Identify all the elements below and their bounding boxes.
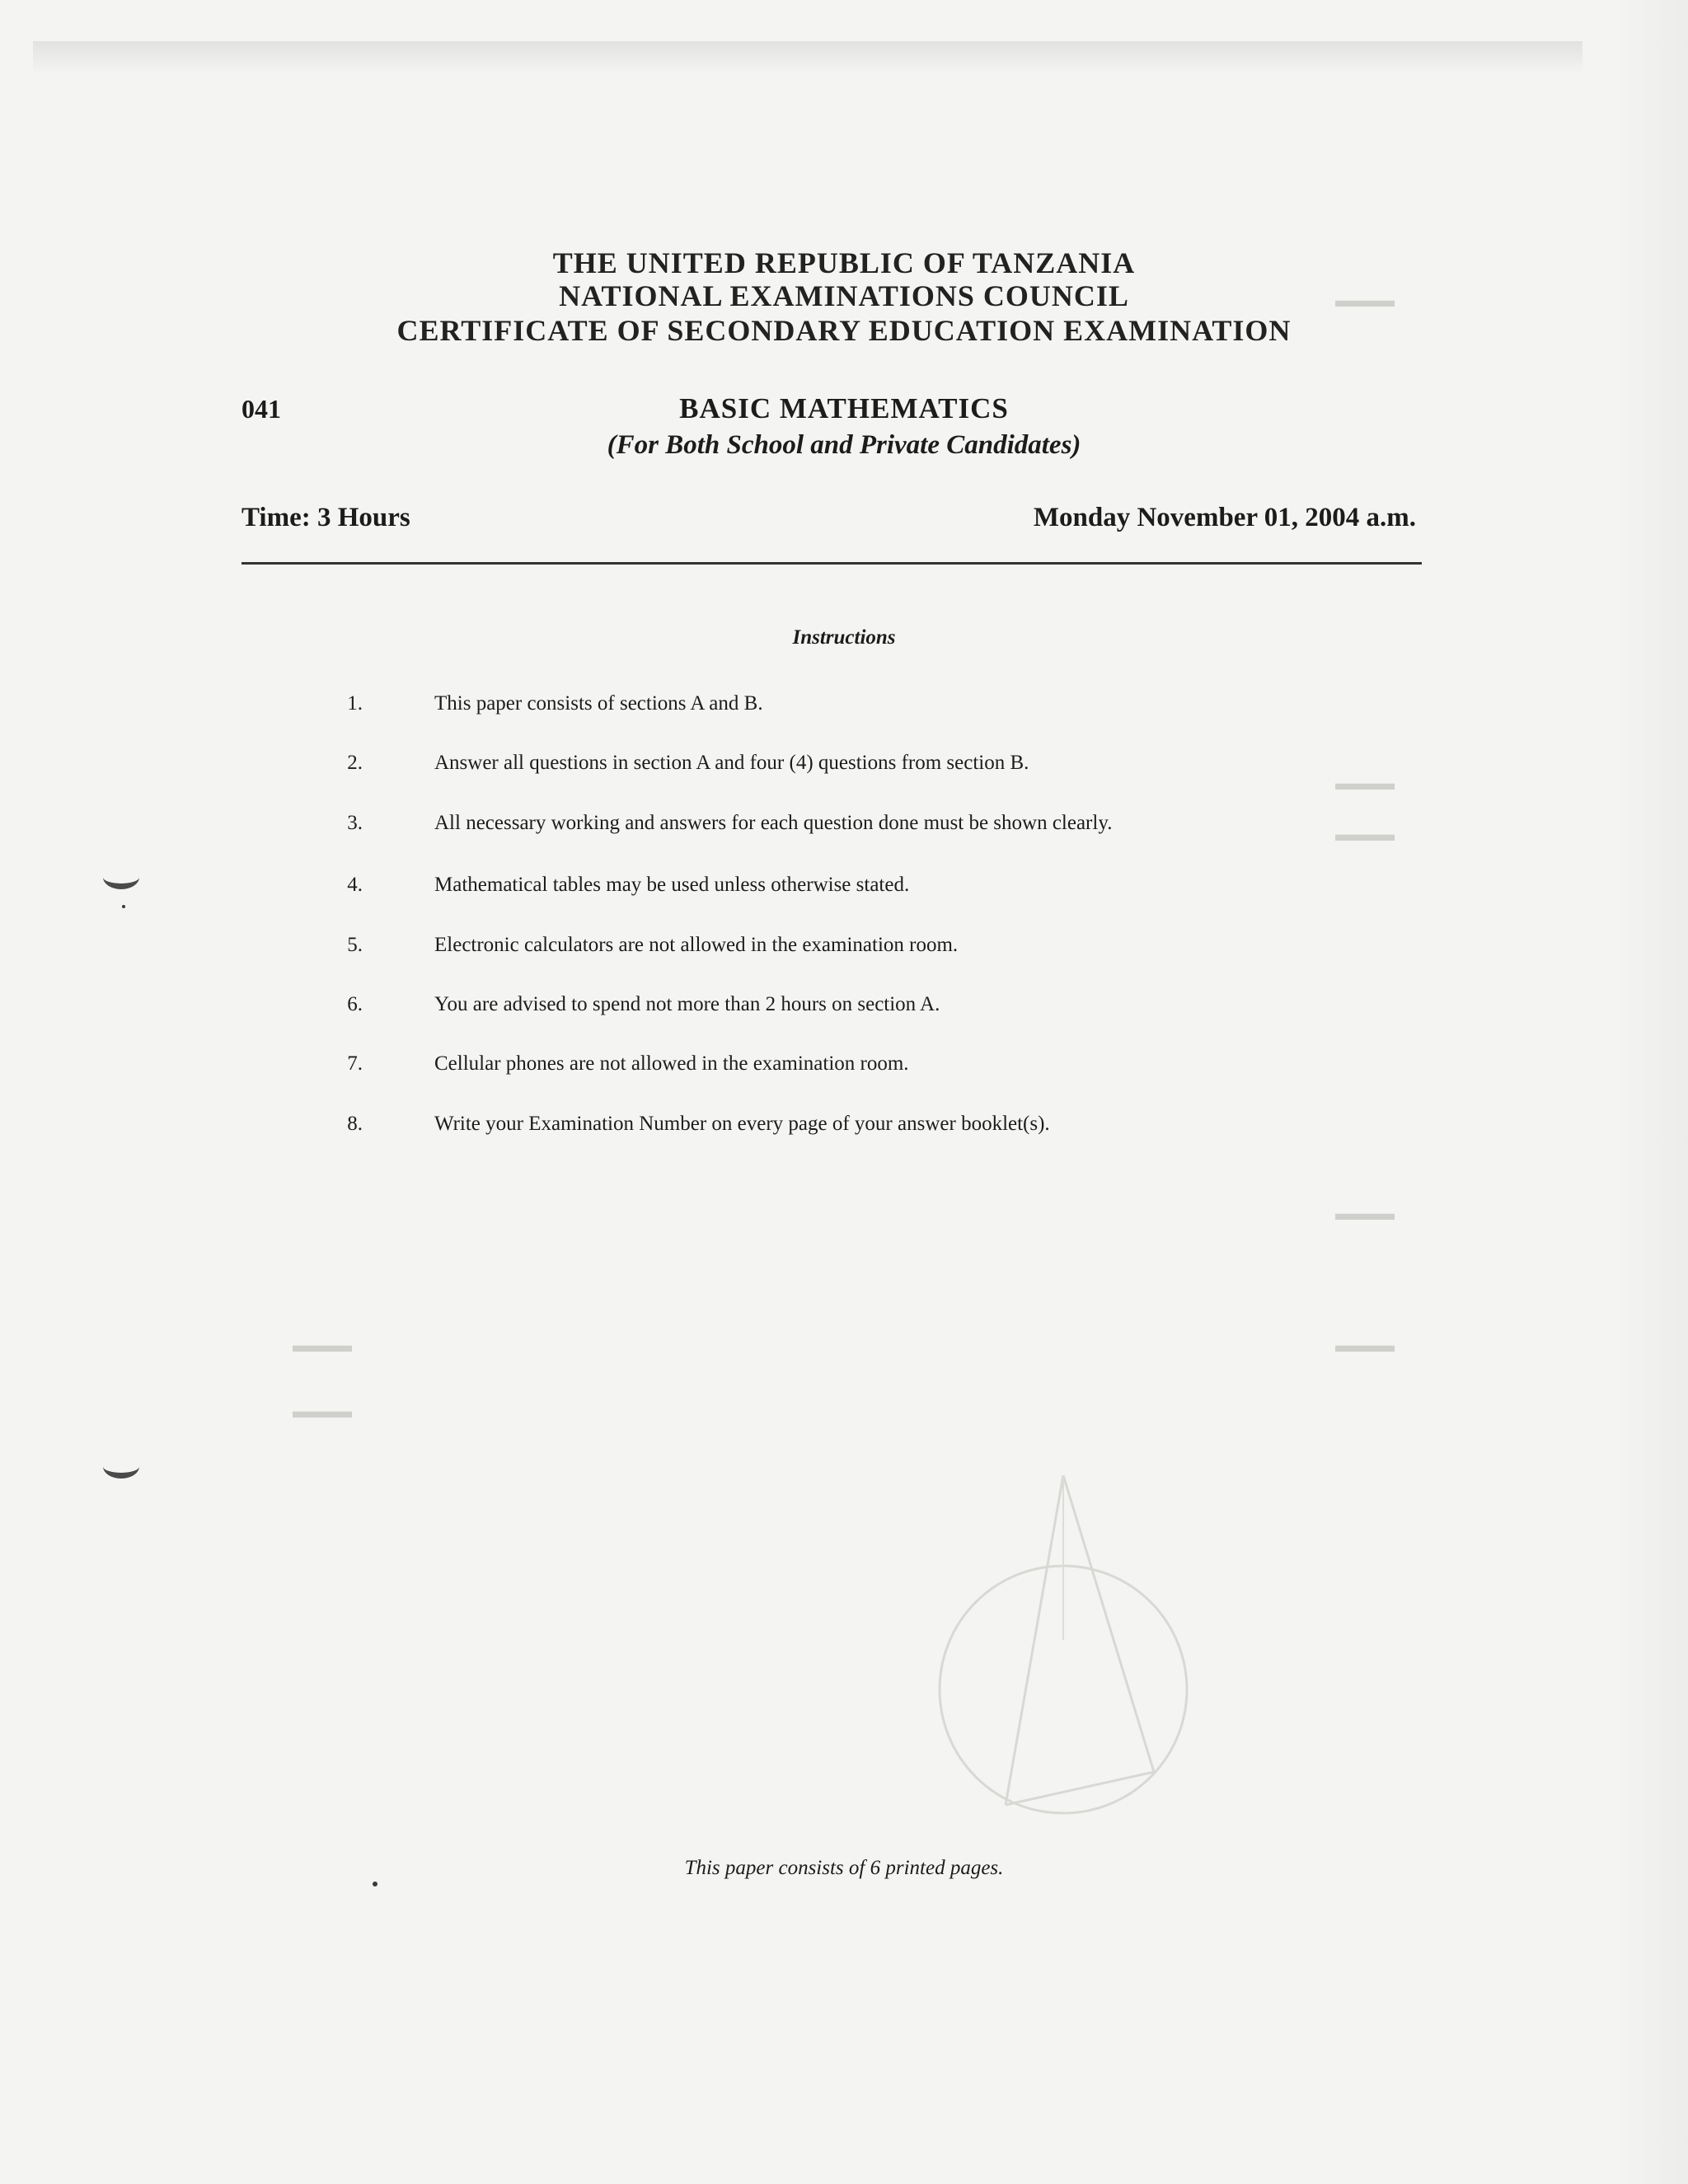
instruction-text: Answer all questions in section A and four (4) questions from section B. bbox=[434, 752, 1029, 774]
show-through-mark: ▬▬▬ bbox=[293, 1335, 352, 1357]
page-count-note: This paper consists of 6 printed pages. bbox=[684, 1857, 1004, 1879]
instruction-number: 2. bbox=[347, 752, 363, 774]
show-through-mark: ▬▬▬ bbox=[293, 1401, 352, 1422]
subject-title: BASIC MATHEMATICS bbox=[679, 392, 1009, 424]
exam-date: Monday November 01, 2004 a.m. bbox=[1033, 503, 1416, 532]
instruction-number: 6. bbox=[347, 993, 363, 1015]
instruction-text: This paper consists of sections A and B. bbox=[434, 692, 763, 715]
instruction-text: Mathematical tables may be used unless otherwise stated. bbox=[434, 874, 910, 896]
instruction-number: 7. bbox=[347, 1052, 363, 1075]
scan-shadow-top bbox=[33, 41, 1582, 74]
show-through-mark: ▬▬▬ bbox=[1335, 1335, 1395, 1357]
council-heading: NATIONAL EXAMINATIONS COUNCIL bbox=[559, 279, 1129, 312]
exam-duration: Time: 3 Hours bbox=[241, 503, 410, 532]
show-through-mark: ▬▬▬ bbox=[1335, 773, 1395, 794]
instruction-number: 4. bbox=[347, 874, 363, 896]
punch-hole bbox=[103, 1455, 139, 1479]
punch-hole bbox=[103, 865, 139, 889]
candidates-subtitle: (For Both School and Private Candidates) bbox=[607, 430, 1081, 460]
paper-code: 041 bbox=[241, 394, 281, 424]
republic-heading: THE UNITED REPUBLIC OF TANZANIA bbox=[552, 246, 1136, 279]
instruction-text: All necessary working and answers for each question done must be shown clearly. bbox=[434, 812, 1113, 834]
show-through-mark: ▬▬▬ bbox=[1335, 824, 1395, 846]
show-through-mark: ▬▬▬ bbox=[1335, 1203, 1395, 1225]
show-through-mark: ▬▬▬ bbox=[1335, 290, 1395, 312]
show-through-figure bbox=[907, 1475, 1220, 1821]
instruction-text: Electronic calculators are not allowed in the examination room. bbox=[434, 934, 959, 956]
instruction-number: 3. bbox=[347, 812, 363, 834]
instruction-number: 8. bbox=[347, 1113, 363, 1135]
speck bbox=[122, 905, 125, 908]
instruction-number: 1. bbox=[347, 692, 363, 715]
instruction-text: You are advised to spend not more than 2 hours on section A. bbox=[434, 993, 940, 1015]
instruction-text: Cellular phones are not allowed in the examination room. bbox=[434, 1052, 909, 1075]
exam-heading: CERTIFICATE OF SECONDARY EDUCATION EXAMINATION bbox=[396, 314, 1292, 347]
instructions-title: Instructions bbox=[792, 626, 896, 649]
instruction-text: Write your Examination Number on every page of your answer booklet(s). bbox=[434, 1113, 1050, 1135]
header-divider bbox=[241, 562, 1422, 565]
speck bbox=[373, 1882, 377, 1886]
instruction-number: 5. bbox=[347, 934, 363, 956]
